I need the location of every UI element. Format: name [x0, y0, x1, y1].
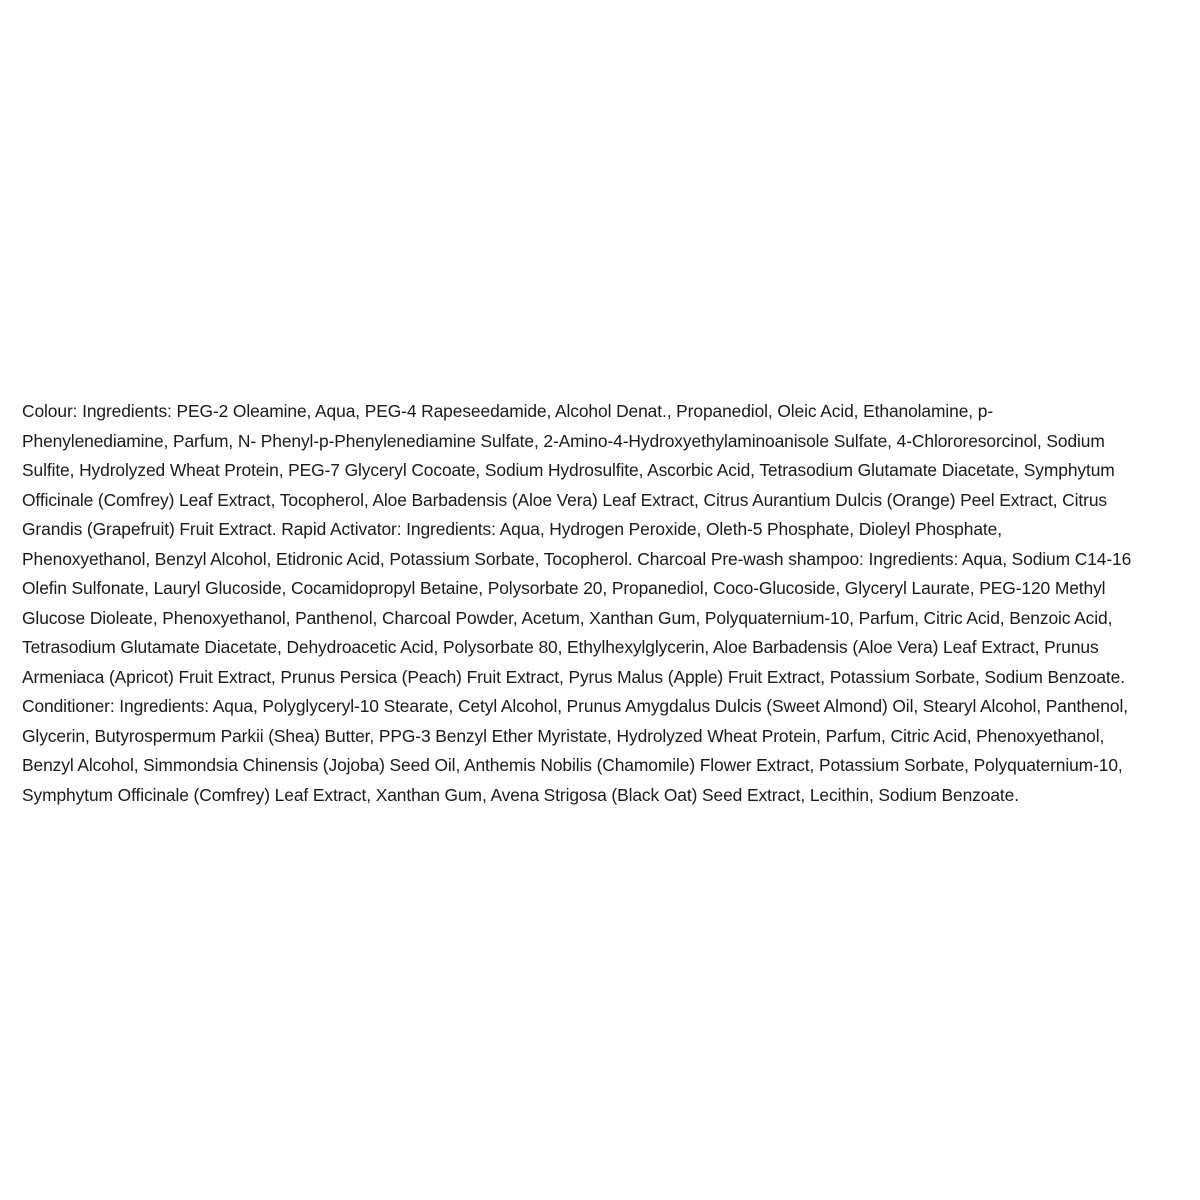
ingredients-line: Glucose Dioleate, Phenoxyethanol, Panthenol, Charcoal Powder, Acetum, Xanthan Gum, Polyquaternium-10, Parfum, Citric Acid, Benzoic Acid,: [22, 607, 1113, 628]
ingredients-line: Armeniaca (Apricot) Fruit Extract, Prunus Persica (Peach) Fruit Extract, Pyrus Malus (Apple) Fruit Extract, Potassium Sorbate, Sodium Benzoate.: [22, 666, 1125, 687]
ingredients-line: Olefin Sulfonate, Lauryl Glucoside, Cocamidopropyl Betaine, Polysorbate 20, Propanediol, Coco-Glucoside, Glyceryl Laurate, PEG-120 Methyl: [22, 578, 1106, 598]
ingredients-line: Glycerin, Butyrospermum Parkii (Shea) Butter, PPG-3 Benzyl Ether Myristate, Hydrolyzed Wheat Protein, Parfum, Citric Acid, Phenoxyethanol,: [22, 725, 1105, 746]
ingredients-text-block: [22, 397, 1192, 810]
ingredients-line: Tetrasodium Glutamate Diacetate, Dehydroacetic Acid, Polysorbate 80, Ethylhexylglycerin, Aloe Barbadensis (Aloe Vera) Leaf Extract, Prunus: [22, 637, 1099, 657]
ingredients-line: Phenoxyethanol, Benzyl Alcohol, Etidronic Acid, Potassium Sorbate, Tocopherol. Charcoal Pre-wash shampoo: Ingredients: Aqua, Sodium C14-16: [22, 548, 1132, 569]
ingredients-line: Colour: Ingredients: PEG-2 Oleamine, Aqua, PEG-4 Rapeseedamide, Alcohol Denat., Propanediol, Oleic Acid, Ethanolamine, p-: [22, 401, 994, 421]
ingredients-line: Benzyl Alcohol, Simmondsia Chinensis (Jojoba) Seed Oil, Anthemis Nobilis (Chamomile) Flower Extract, Potassium Sorbate, Polyquaternium-10,: [22, 755, 1123, 775]
ingredients-line: Phenylenediamine, Parfum, N- Phenyl-p-Phenylenediamine Sulfate, 2-Amino-4-Hydroxyethylaminoanisole Sulfate, 4-Chlororesorcinol, Sodium: [22, 430, 1105, 451]
ingredients-line: Officinale (Comfrey) Leaf Extract, Tocopherol, Aloe Barbadensis (Aloe Vera) Leaf Extract, Citrus Aurantium Dulcis (Orange) Peel Extract, Citrus: [22, 489, 1107, 510]
ingredients-line: Conditioner: Ingredients: Aqua, Polyglyceryl-10 Stearate, Cetyl Alcohol, Prunus Amygdalus Dulcis (Sweet Almond) Oil, Stearyl Alcohol, Panthenol,: [22, 696, 1128, 716]
ingredients-line: Sulfite, Hydrolyzed Wheat Protein, PEG-7 Glyceryl Cocoate, Sodium Hydrosulfite, Ascorbic Acid, Tetrasodium Glutamate Diacetate, Symphytum: [22, 460, 1115, 480]
ingredients-line: Symphytum Officinale (Comfrey) Leaf Extract, Xanthan Gum, Avena Strigosa (Black Oat) Seed Extract, Lecithin, Sodium Benzoate.: [22, 784, 1019, 805]
ingredients-line: Grandis (Grapefruit) Fruit Extract. Rapid Activator: Ingredients: Aqua, Hydrogen Peroxide, Oleth-5 Phosphate, Dioleyl Phosphate,: [22, 519, 1002, 539]
